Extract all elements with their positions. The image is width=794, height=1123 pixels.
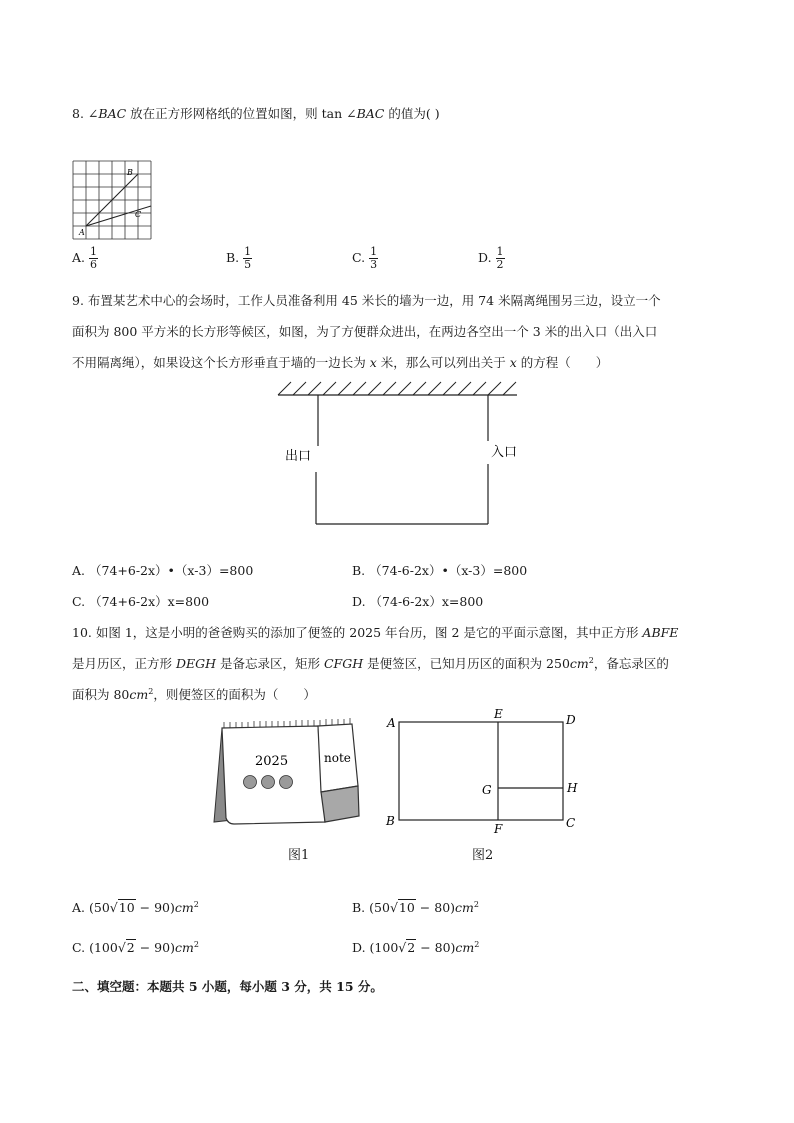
q10-abfe: ABFE bbox=[642, 625, 679, 640]
q10-option-b-exp: 2 bbox=[473, 899, 479, 909]
q10-option-c-letter: C. bbox=[72, 940, 86, 955]
q10-cfgh: CFGH bbox=[323, 656, 364, 671]
q10-option-b-unit: cm bbox=[455, 900, 474, 915]
q10-option-c-radicand: 2 bbox=[126, 940, 135, 955]
calendar-note-label: note bbox=[324, 751, 351, 765]
q10-unit-exp: 2 bbox=[588, 655, 594, 665]
q10-option-a-coef: (50 bbox=[89, 900, 110, 915]
q8-option-a[interactable] bbox=[72, 246, 98, 271]
q8-option-d[interactable] bbox=[478, 246, 505, 271]
q9-option-d-letter: D. bbox=[352, 594, 366, 609]
calendar-dot-1 bbox=[244, 776, 257, 789]
q8-label-a: A bbox=[79, 228, 85, 237]
q9-line-3c: 的方程（ ） bbox=[516, 355, 609, 370]
q10-option-d-exp: 2 bbox=[474, 939, 480, 949]
q8-option-d-letter: D. bbox=[478, 250, 492, 265]
calendar-page bbox=[222, 726, 325, 824]
point-e-label: E bbox=[494, 707, 503, 721]
q9-line-3b: 米，那么可以列出关于 bbox=[376, 355, 510, 370]
q8-option-b-num: 1 bbox=[244, 245, 252, 258]
q10-line-2c: 是便签区，已知月历区的面积为 250 bbox=[363, 656, 570, 671]
q10-fig2-caption: 图2 bbox=[472, 848, 494, 863]
q8-stem-suffix: 的值为( ) bbox=[384, 106, 440, 121]
calendar-year: 2025 bbox=[255, 754, 289, 769]
q10-option-b[interactable]: B. $(50√10 - 80)cm^2$ bbox=[352, 899, 479, 915]
q9-var: x bbox=[369, 355, 377, 370]
q10-unit-2: cm bbox=[129, 687, 149, 702]
q9-wall-hatch bbox=[278, 382, 516, 395]
section-2-title: 二、填空题：本题共 5 小题，每小题 3 分，共 15 分。 bbox=[72, 979, 383, 994]
q10-calendar-figure bbox=[208, 712, 364, 832]
q9-option-b-text: （74-6-2x）•（x-3）=800 bbox=[369, 563, 528, 578]
q10-line-2a: 是月历区，正方形 bbox=[72, 656, 176, 671]
q10-option-a-rest: − 90) bbox=[135, 900, 175, 915]
q10-degh: DEGH bbox=[175, 656, 217, 671]
q9-option-d-text: （74-6-2x）x=800 bbox=[369, 594, 484, 609]
q10-option-b-letter: B. bbox=[352, 900, 366, 915]
q10-option-a-letter: A. bbox=[72, 900, 86, 915]
q10-line-1 bbox=[72, 623, 678, 641]
calendar-dot-2 bbox=[262, 776, 275, 789]
q8-stem-mid: 放在正方形网格纸的位置如图，则 tan bbox=[126, 106, 347, 121]
q8-angle: ∠BAC bbox=[87, 106, 127, 121]
rect-abcd bbox=[399, 722, 563, 820]
point-d-label: D bbox=[566, 713, 576, 727]
q9-entry-label: 入口 bbox=[491, 445, 518, 460]
q9-option-c[interactable] bbox=[72, 592, 209, 610]
q8-option-c-den: 3 bbox=[370, 258, 378, 271]
q10-option-c-unit: cm bbox=[174, 940, 194, 955]
q8-option-a-letter: A. bbox=[72, 250, 86, 265]
q9-option-c-text: （74+6-2x）x=800 bbox=[89, 594, 210, 609]
q10-option-c-rest: − 90) bbox=[135, 940, 175, 955]
q10-fig1-caption: 图1 bbox=[288, 848, 310, 863]
q10-unit-exp-2: 2 bbox=[148, 686, 154, 696]
q9-line-2: 面积为 800 平方米的长方形等候区，如图，为了方便群众进出，在两边各空出一个 3 米的出入口（出入口 bbox=[72, 324, 658, 339]
q10-option-a-unit: cm bbox=[174, 900, 194, 915]
q10-line-2d: ，备忘录区的 bbox=[593, 656, 669, 671]
q8-option-b[interactable] bbox=[226, 246, 252, 271]
q8-option-a-fraction bbox=[89, 246, 98, 271]
q10-option-d-radicand: 2 bbox=[407, 940, 416, 955]
q9-line-3 bbox=[72, 353, 608, 371]
point-c-label: C bbox=[566, 816, 576, 830]
q9-exit-label: 出口 bbox=[285, 449, 312, 464]
q10-line-2b: 是备忘录区，矩形 bbox=[216, 656, 324, 671]
q9-line-1: 9. 布置某艺术中心的会场时，工作人员准备利用 45 米长的墙为一边，用 74 米隔离绳围另三边，设立一个 bbox=[72, 293, 661, 308]
q10-option-a-exp: 2 bbox=[193, 899, 199, 909]
point-g-label: G bbox=[482, 783, 492, 797]
q8-option-c[interactable] bbox=[352, 246, 378, 271]
q9-line-3a: 不用隔离绳），如果设这个长方形垂直于墙的一边长为 bbox=[72, 355, 370, 370]
q8-option-a-num: 1 bbox=[90, 245, 97, 258]
q10-option-b-coef: (50 bbox=[369, 900, 390, 915]
q10-option-d-rest: − 80) bbox=[416, 940, 456, 955]
q10-option-a-radicand: 10 bbox=[118, 900, 135, 915]
q10-line-2 bbox=[72, 654, 669, 672]
q10-line-1a: 10. 如图 1，这是小明的爸爸购买的添加了便签的 2025 年台历，图 2 是它的平面示意图，其中正方形 bbox=[72, 625, 643, 640]
q9-option-d[interactable] bbox=[352, 592, 483, 610]
q10-option-d-unit: cm bbox=[455, 940, 475, 955]
q9-wall-figure bbox=[272, 378, 524, 530]
q10-geometry-figure bbox=[382, 706, 582, 838]
q10-option-b-radicand: 10 bbox=[398, 900, 415, 915]
q10-option-b-rest: − 80) bbox=[415, 900, 456, 915]
q10-option-c-coef: (100 bbox=[89, 940, 118, 955]
q8-label-b: B bbox=[127, 168, 133, 177]
q10-line-3b: ，则便签区的面积为（ ） bbox=[153, 687, 316, 702]
q9-option-c-letter: C. bbox=[72, 594, 86, 609]
q10-line-3a: 面积为 80 bbox=[72, 687, 130, 702]
q8-option-c-num: 1 bbox=[370, 245, 378, 258]
q9-var-2: x bbox=[509, 355, 517, 370]
q8-option-a-den: 6 bbox=[90, 258, 97, 271]
point-f-label: F bbox=[494, 822, 503, 836]
calendar-dot-3 bbox=[280, 776, 293, 789]
q9-option-b[interactable] bbox=[352, 561, 527, 579]
q9-option-b-letter: B. bbox=[352, 563, 366, 578]
q9-option-a[interactable] bbox=[72, 561, 253, 579]
q10-option-c[interactable]: C. $(100√2 - 90)cm^2$ bbox=[72, 939, 199, 955]
calendar-note-shade bbox=[321, 786, 359, 822]
q8-option-b-letter: B. bbox=[226, 250, 240, 265]
q10-option-a[interactable]: A. $(50√10 - 90)cm^2$ bbox=[72, 899, 199, 915]
point-a-label: A bbox=[387, 716, 396, 730]
q8-option-c-fraction bbox=[369, 246, 378, 271]
q10-line-3 bbox=[72, 685, 316, 703]
q10-option-d[interactable]: D. $(100√2 - 80)cm^2$ bbox=[352, 939, 480, 955]
q8-grid-figure bbox=[70, 158, 154, 242]
point-h-label: H bbox=[567, 781, 578, 795]
q10-option-c-exp: 2 bbox=[193, 939, 199, 949]
q9-option-a-letter: A. bbox=[72, 563, 86, 578]
q8-label-c: C bbox=[135, 210, 142, 219]
point-b-label: B bbox=[386, 814, 395, 828]
q8-option-d-num: 1 bbox=[496, 245, 504, 258]
q8-option-b-den: 5 bbox=[244, 258, 252, 271]
q8-stem bbox=[72, 104, 440, 122]
q8-number: 8. bbox=[72, 106, 88, 121]
q10-option-d-coef: (100 bbox=[369, 940, 399, 955]
q8-option-d-den: 2 bbox=[496, 258, 504, 271]
q9-option-a-text: （74+6-2x）•（x-3）=800 bbox=[89, 563, 254, 578]
q10-option-d-letter: D. bbox=[352, 940, 366, 955]
q8-option-c-letter: C. bbox=[352, 250, 366, 265]
q10-unit: cm bbox=[569, 656, 589, 671]
q8-option-b-fraction bbox=[243, 246, 252, 271]
q8-angle-2: ∠BAC bbox=[346, 106, 385, 121]
q8-option-d-fraction bbox=[496, 246, 505, 271]
